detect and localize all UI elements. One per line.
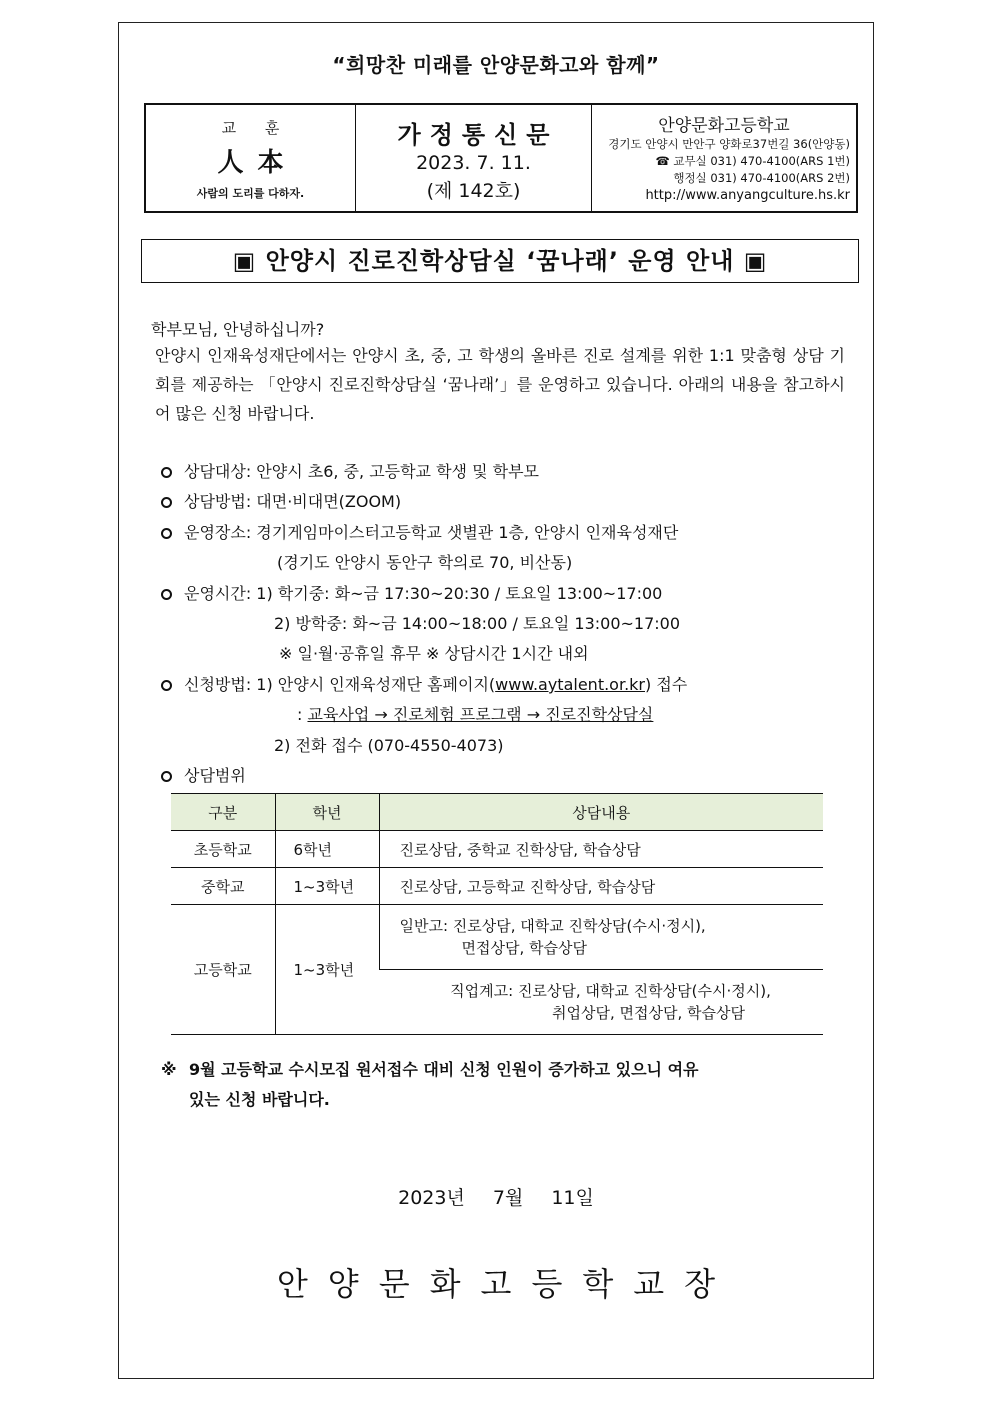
notice-line2: 있는 신청 바랍니다. — [189, 1090, 330, 1109]
phone-teachers: ☎ 교무실 031) 470-4100(ARS 1번) — [655, 154, 850, 168]
row-level: 중학교 — [171, 868, 275, 905]
detail-place-text: 운영장소: 경기게임마이스터고등학교 샛별관 1층, 안양시 인재육성재단 — [184, 523, 679, 542]
table-row — [171, 831, 823, 868]
vocational-line1: 직업계고: 진로상담, 대학교 진학상담(수시·정시), — [450, 982, 771, 1000]
newsletter-title: 가정통신문 — [397, 121, 559, 149]
school-address: 경기도 안양시 만안구 양화로37번길 36(안양동) — [608, 137, 850, 151]
vocational-line2: 취업상담, 면접상담, 학습상담 — [552, 1004, 745, 1022]
aytalent-link[interactable]: www.aytalent.or.kr — [495, 675, 645, 694]
document-frame — [118, 22, 874, 1379]
row-content: 진로상담, 고등학교 진학상담, 학습상담 — [379, 868, 823, 905]
row-content-general — [379, 905, 823, 970]
header-content: 상담내용 — [379, 794, 823, 831]
row-content-vocational — [379, 970, 823, 1035]
apply-path-prefix: : — [297, 705, 308, 724]
school-name: 안양문화고등학교 — [658, 116, 790, 136]
notice-line1: 9월 고등학교 수시모집 원서접수 대비 신청 인원이 증가하고 있으니 여유 — [189, 1060, 699, 1079]
detail-scope — [161, 763, 246, 786]
detail-hours — [161, 581, 662, 604]
detail-place-address: (경기도 안양시 동안구 학의로 70, 비산동) — [277, 553, 573, 572]
motto-text: 人本 — [217, 148, 298, 178]
phone-admin: 행정실 031) 470-4100(ARS 2번) — [673, 171, 850, 185]
general-line1: 일반고: 진로상담, 대학교 진학상담(수시·정시), — [399, 917, 706, 935]
notice-title: ▣ 안양시 진로진학상담실 ‘꿈나래’ 운영 안내 ▣ — [141, 239, 859, 283]
circle-bullet-icon — [161, 771, 172, 782]
newsletter-date: 2023. 7. 11. — [416, 152, 531, 174]
table-row — [171, 868, 823, 905]
detail-hours-vacation: 2) 방학중: 화~금 14:00~18:00 / 토요일 13:00~17:00 — [274, 614, 681, 633]
detail-apply-phone: 2) 전화 접수 (070-4550-4073) — [274, 736, 504, 755]
newsletter-cell — [356, 105, 592, 211]
signature-date: 2023년 7월 11일 — [398, 1187, 594, 1209]
detail-target — [161, 459, 539, 482]
apply-suffix: ) 접수 — [645, 675, 688, 694]
apply-prefix: 신청방법: 1) 안양시 인재육성재단 홈페이지( — [184, 675, 496, 694]
header-grade: 학년 — [275, 794, 379, 831]
table-header-row — [171, 794, 823, 831]
table-row — [171, 905, 823, 970]
row-grade: 6학년 — [275, 831, 379, 868]
school-info-cell — [592, 105, 856, 211]
consultation-table — [171, 793, 823, 1035]
intro-paragraph: 안양시 인재육성재단에서는 안양시 초, 중, 고 학생의 올바른 진로 설계를 위한 1:1 맞춤형 상담 기회를 제공하는 「안양시 진로진학상담실 ‘꿈나래’」를 운영하고 있습니다. 아래의 내용을 참고하시어 많은 신청 바랍니다. — [155, 346, 845, 423]
detail-place — [161, 520, 678, 543]
header-level: 구분 — [171, 794, 275, 831]
motto-subtitle: 사람의 도리를 다하자. — [196, 187, 305, 200]
detail-apply-path — [297, 702, 653, 725]
circle-bullet-icon — [161, 680, 172, 691]
row-level: 고등학교 — [171, 905, 275, 1035]
circle-bullet-icon — [161, 497, 172, 508]
detail-scope-text: 상담범위 — [184, 766, 246, 785]
circle-bullet-icon — [161, 467, 172, 478]
principal-signature: 안양문화고등학교장 — [276, 1265, 736, 1303]
row-grade: 1~3학년 — [275, 905, 379, 1035]
detail-target-text: 상담대상: 안양시 초6, 중, 고등학교 학생 및 학부모 — [184, 462, 540, 481]
detail-hours-note: ※ 일·월·공휴일 휴무 ※ 상담시간 1시간 내외 — [279, 644, 589, 663]
detail-hours-term: 운영시간: 1) 학기중: 화~금 17:30~20:30 / 토요일 13:00~17:00 — [184, 584, 663, 603]
detail-method-text: 상담방법: 대면·비대면(ZOOM) — [184, 492, 402, 511]
general-line2: 면접상담, 학습상담 — [461, 939, 587, 957]
motto-title: 교 훈 — [221, 119, 292, 137]
detail-method — [161, 489, 401, 512]
circle-bullet-icon — [161, 589, 172, 600]
school-slogan: “희망찬 미래를 안양문화고와 함께” — [332, 53, 660, 77]
newsletter-issue: (제 142호) — [426, 180, 521, 202]
newsletter-header — [144, 103, 858, 213]
notice-text — [161, 1055, 831, 1115]
school-website[interactable]: http://www.anyangculture.hs.kr — [645, 188, 850, 203]
greeting: 학부모님, 안녕하십니까? — [151, 320, 325, 339]
row-content: 진로상담, 중학교 진학상담, 학습상담 — [379, 831, 823, 868]
row-level: 초등학교 — [171, 831, 275, 868]
notice-mark: ※ — [161, 1060, 177, 1079]
circle-bullet-icon — [161, 528, 172, 539]
row-grade: 1~3학년 — [275, 868, 379, 905]
apply-path-link[interactable]: 교육사업 → 진로체험 프로그램 → 진로진학상담실 — [307, 705, 654, 724]
detail-apply — [161, 672, 687, 695]
motto-cell — [146, 105, 356, 211]
